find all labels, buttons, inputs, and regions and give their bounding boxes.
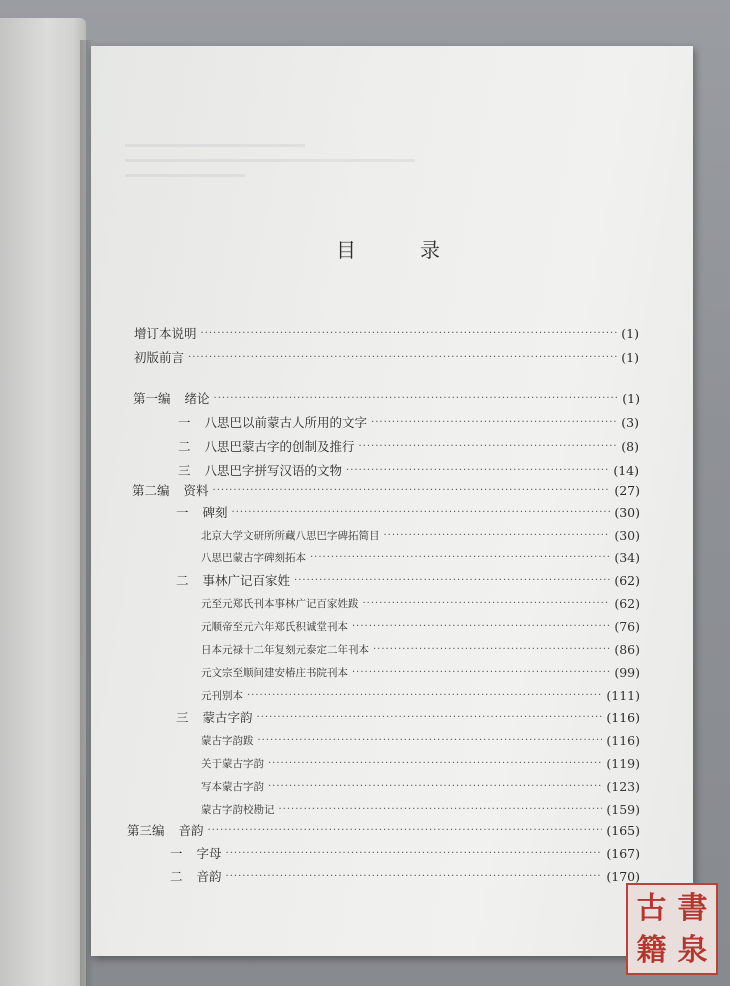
toc-section-entry xyxy=(201,730,640,750)
toc-entry-label: 八思巴蒙古字的创制及推行 xyxy=(204,439,355,454)
toc-section-entry xyxy=(201,776,640,796)
toc-entry-page: (159) xyxy=(606,801,640,817)
toc-section-entry xyxy=(201,662,640,682)
seal-char: 泉 xyxy=(677,933,708,968)
toc-section-entry xyxy=(201,525,640,545)
toc-entry-label: 绪论 xyxy=(184,391,210,406)
toc-entry-label: 八思巴蒙古字碑刻拓本 xyxy=(201,551,306,564)
toc-entry xyxy=(134,347,639,367)
dot-leader xyxy=(310,552,610,563)
bleed-through-text xyxy=(125,132,425,192)
toc-part-entry xyxy=(127,820,640,840)
toc-section-entry xyxy=(201,593,640,613)
toc-entry-page: (99) xyxy=(614,664,640,680)
toc-entry-label: 关于蒙古字韵 xyxy=(201,757,264,770)
toc-entry-page: (1) xyxy=(621,349,639,365)
toc-entry-label: 字母 xyxy=(196,846,222,861)
toc-entry xyxy=(134,323,639,343)
dot-leader xyxy=(232,507,611,518)
toc-entry-page: (123) xyxy=(606,778,640,794)
dot-leader xyxy=(247,690,602,701)
toc-entry-page: (62) xyxy=(614,572,640,588)
dot-leader xyxy=(208,825,603,836)
toc-entry-label: 蒙古字韵校勘记 xyxy=(201,803,275,816)
toc-entry-number: 第二编 xyxy=(132,483,170,498)
toc-entry-number: 二 xyxy=(178,439,191,454)
dot-leader xyxy=(226,848,603,859)
dot-leader xyxy=(279,804,603,815)
toc-entry-label: 日本元禄十二年复刻元泰定二年刊本 xyxy=(201,643,369,656)
dot-leader xyxy=(201,328,618,339)
dot-leader xyxy=(384,530,611,541)
toc-part-entry xyxy=(133,388,640,408)
toc-entry-page: (116) xyxy=(606,732,640,748)
toc-entry-page: (170) xyxy=(606,868,640,884)
dot-leader xyxy=(268,758,602,769)
toc-entry-page: (62) xyxy=(614,595,640,611)
toc-section-entry xyxy=(201,547,640,567)
seal-char: 籍 xyxy=(636,933,667,968)
toc-chapter-entry xyxy=(178,436,639,456)
toc-entry-page: (30) xyxy=(614,504,640,520)
toc-section-entry xyxy=(201,639,640,659)
toc-entry-page: (34) xyxy=(614,549,640,565)
toc-entry-label: 增订本说明 xyxy=(134,326,197,341)
dot-leader xyxy=(226,871,603,882)
toc-chapter-entry xyxy=(178,412,639,432)
toc-entry-label: 事林广记百家姓 xyxy=(202,573,291,588)
toc-entry-number: 三 xyxy=(176,710,189,725)
toc-entry-label: 音韵 xyxy=(196,869,222,884)
toc-chapter-entry xyxy=(176,502,640,522)
toc-entry-number: 二 xyxy=(176,573,189,588)
toc-entry-number: 二 xyxy=(170,869,183,884)
toc-entry-number: 一 xyxy=(176,505,189,520)
toc-entry-page: (27) xyxy=(614,482,640,498)
toc-chapter-entry xyxy=(178,460,639,480)
toc-entry-page: (14) xyxy=(613,462,639,478)
dot-leader xyxy=(258,735,603,746)
toc-entry-label: 北京大学文研所所藏八思巴字碑拓简目 xyxy=(201,529,380,542)
page-title: 目 录 xyxy=(336,238,462,262)
toc-entry-label: 音韵 xyxy=(178,823,204,838)
toc-entry-label: 蒙古字韵跋 xyxy=(201,734,254,747)
toc-entry-label: 八思巴字拼写汉语的文物 xyxy=(204,463,343,478)
toc-entry-page: (30) xyxy=(614,527,640,543)
toc-chapter-entry xyxy=(176,570,640,590)
toc-entry-page: (76) xyxy=(614,618,640,634)
dot-leader xyxy=(188,352,617,363)
toc-entry-number: 一 xyxy=(178,415,191,430)
toc-entry-page: (111) xyxy=(606,687,640,703)
toc-entry-number: 第一编 xyxy=(133,391,171,406)
dot-leader xyxy=(352,667,610,678)
toc-section-entry xyxy=(201,616,640,636)
toc-entry-page: (167) xyxy=(606,845,640,861)
toc-chapter-entry xyxy=(170,843,640,863)
toc-chapter-entry xyxy=(170,866,640,886)
toc-entry-page: (119) xyxy=(606,755,640,771)
toc-entry-page: (165) xyxy=(606,822,640,838)
toc-section-entry xyxy=(201,753,640,773)
dot-leader xyxy=(214,393,619,404)
toc-entry-page: (3) xyxy=(621,414,639,430)
toc-entry-label: 元刊别本 xyxy=(201,689,243,702)
toc-entry-number: 第三编 xyxy=(127,823,165,838)
toc-entry-page: (1) xyxy=(621,325,639,341)
toc-entry-page: (1) xyxy=(622,390,640,406)
toc-entry-label: 初版前言 xyxy=(134,350,185,365)
dot-leader xyxy=(363,598,611,609)
toc-section-entry xyxy=(201,799,640,819)
seal-char: 古 xyxy=(636,891,667,926)
toc-entry-label: 碑刻 xyxy=(202,505,228,520)
dot-leader xyxy=(257,712,603,723)
dot-leader xyxy=(346,465,609,476)
toc-entry-page: (8) xyxy=(621,438,639,454)
toc-entry-label: 写本蒙古字韵 xyxy=(201,780,264,793)
toc-chapter-entry xyxy=(176,707,640,727)
dot-leader xyxy=(371,417,617,428)
toc-entry-label: 元文宗至顺间建安椿庄书院刊本 xyxy=(201,666,348,679)
left-facing-page xyxy=(0,18,86,986)
dot-leader xyxy=(294,575,610,586)
dot-leader xyxy=(359,441,618,452)
toc-section-entry xyxy=(201,685,640,705)
toc-entry-label: 蒙古字韵 xyxy=(202,710,253,725)
toc-part-entry xyxy=(132,480,640,500)
dot-leader xyxy=(268,781,602,792)
dot-leader xyxy=(213,485,611,496)
seal-stamp xyxy=(626,883,718,975)
toc-entry-label: 元至元郑氏刊本事林广记百家姓跋 xyxy=(201,597,359,610)
seal-char: 書 xyxy=(677,891,708,926)
toc-entry-label: 元顺帝至元六年郑氏积诚堂刊本 xyxy=(201,620,348,633)
toc-entry-number: 一 xyxy=(170,846,183,861)
toc-entry-number: 三 xyxy=(178,463,191,478)
toc-entry-page: (86) xyxy=(614,641,640,657)
toc-entry-page: (116) xyxy=(606,709,640,725)
toc-entry-label: 八思巴以前蒙古人所用的文字 xyxy=(204,415,368,430)
toc-entry-label: 资料 xyxy=(183,483,209,498)
dot-leader xyxy=(373,644,610,655)
dot-leader xyxy=(352,621,610,632)
